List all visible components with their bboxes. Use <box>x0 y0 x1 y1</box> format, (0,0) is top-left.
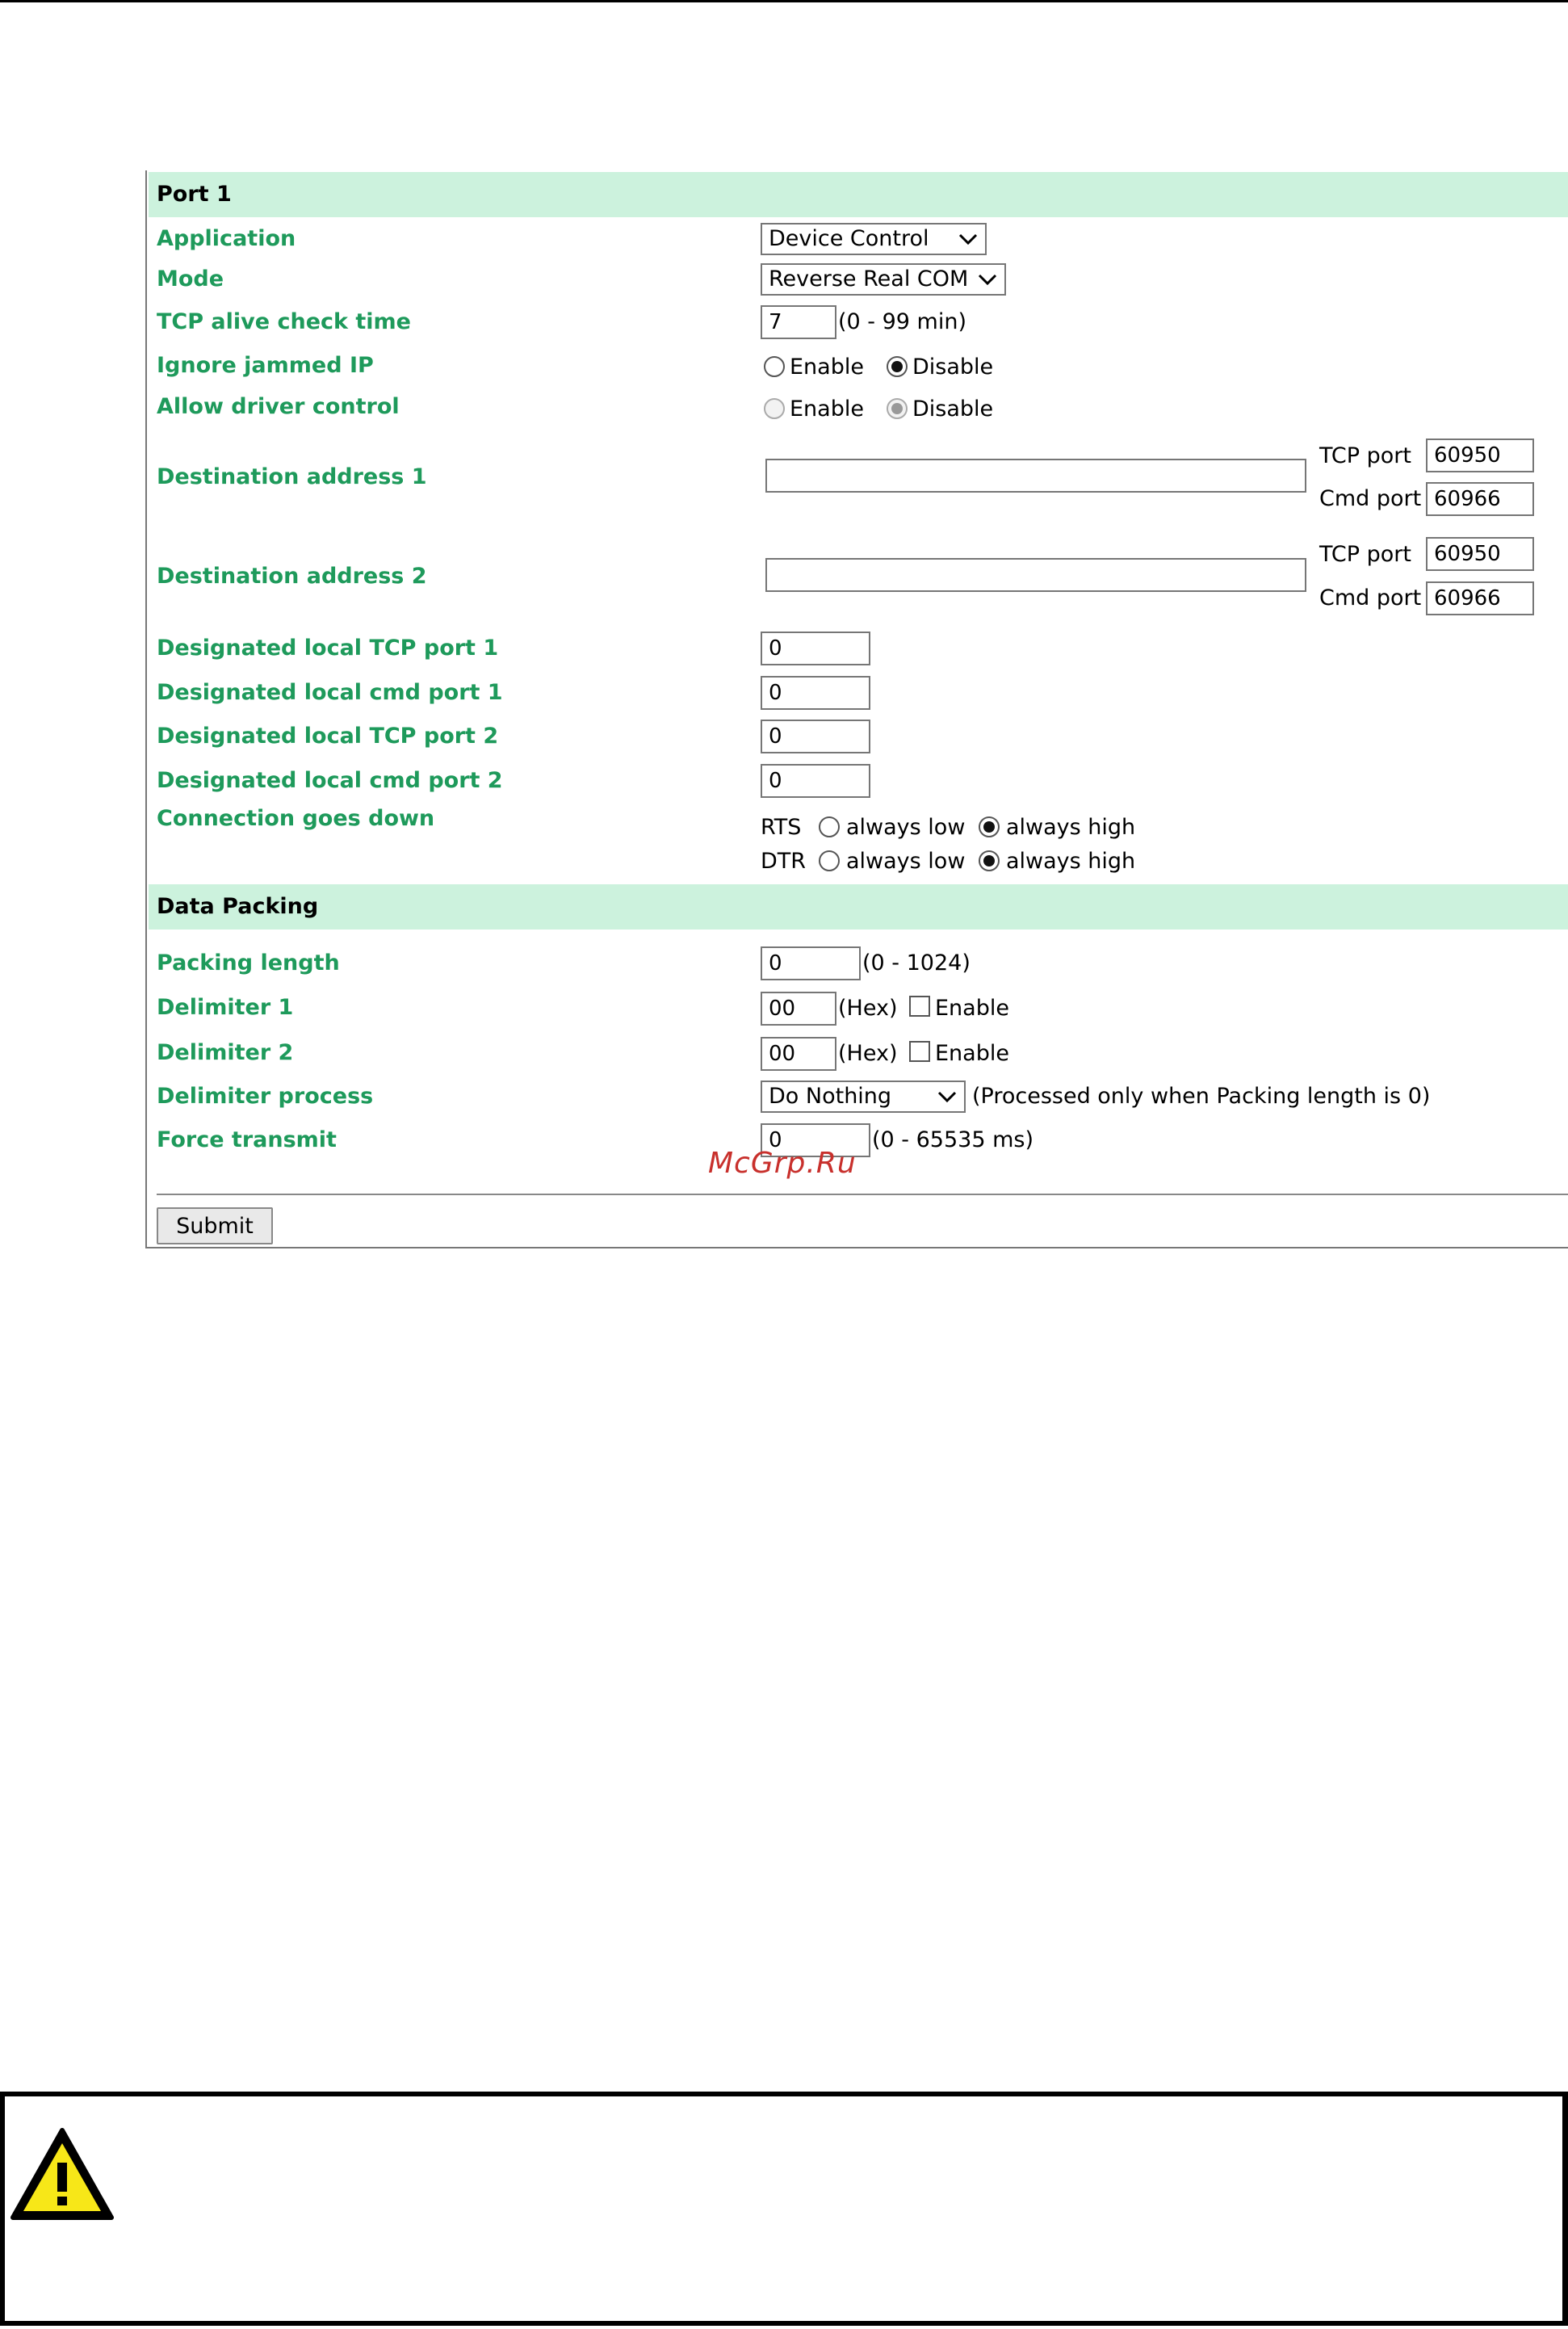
dest2-address-input[interactable] <box>765 558 1306 592</box>
ignore-jammed-enable-text: Enable <box>790 355 864 380</box>
delimiter2-enable-checkbox[interactable] <box>909 1041 930 1062</box>
delimiter1-enable-text: Enable <box>935 996 1009 1021</box>
application-label: Application <box>157 226 296 251</box>
allow-driver-enable-text: Enable <box>790 397 864 422</box>
dtr-always-low-radio[interactable] <box>819 850 840 871</box>
tcp-alive-input[interactable] <box>761 305 836 339</box>
rts-always-low-text: always low <box>846 815 966 840</box>
allow-driver-label: Allow driver control <box>157 394 400 419</box>
delimiter2-enable-text: Enable <box>935 1041 1009 1066</box>
section-header-data-packing: Data Packing <box>149 884 1568 930</box>
rts-always-high-text: always high <box>1006 815 1136 840</box>
warning-triangle-icon <box>8 2125 116 2222</box>
local-cmd2-input[interactable] <box>761 764 870 798</box>
dest1-cmd-port-label: Cmd port <box>1319 486 1422 511</box>
application-select-value: Device Control <box>769 226 929 251</box>
watermark-text: McGrp.Ru <box>708 1147 857 1180</box>
chevron-down-icon <box>937 1087 958 1106</box>
rts-always-high-radio[interactable] <box>979 816 1000 837</box>
submit-button[interactable]: Submit <box>157 1207 273 1244</box>
form-divider <box>157 1194 1568 1195</box>
ignore-jammed-disable-text: Disable <box>912 355 994 380</box>
mode-select-value: Reverse Real COM <box>769 266 969 292</box>
dtr-always-low-text: always low <box>846 849 966 874</box>
ignore-jammed-disable-radio[interactable] <box>887 356 908 377</box>
delimiter2-hex: (Hex) <box>838 1041 898 1066</box>
dest2-tcp-port-label: TCP port <box>1319 542 1411 567</box>
delimiter2-input[interactable] <box>761 1037 836 1071</box>
rts-always-low-radio[interactable] <box>819 816 840 837</box>
packing-length-input[interactable] <box>761 946 861 980</box>
conn-down-label: Connection goes down <box>157 806 435 831</box>
dest2-cmd-port-input[interactable] <box>1426 581 1534 615</box>
delimiter1-enable-checkbox[interactable] <box>909 996 930 1017</box>
allow-driver-disable-text: Disable <box>912 397 994 422</box>
section-header-port: Port 1 <box>149 172 1568 217</box>
local-cmd1-input[interactable] <box>761 676 870 710</box>
delimiter1-hex: (Hex) <box>838 996 898 1021</box>
dtr-always-high-text: always high <box>1006 849 1136 874</box>
rts-label: RTS <box>761 815 802 840</box>
dest2-label: Destination address 2 <box>157 564 427 589</box>
allow-driver-disable-radio[interactable] <box>887 398 908 419</box>
dest1-tcp-port-input[interactable] <box>1426 439 1534 472</box>
dest2-tcp-port-input[interactable] <box>1426 537 1534 571</box>
local-cmd1-label: Designated local cmd port 1 <box>157 680 503 705</box>
chevron-down-icon <box>958 229 979 249</box>
delimiter-process-label: Delimiter process <box>157 1084 374 1109</box>
ignore-jammed-enable-radio[interactable] <box>764 356 785 377</box>
packing-length-label: Packing length <box>157 950 340 976</box>
delimiter2-label: Delimiter 2 <box>157 1040 294 1065</box>
packing-length-hint: (0 - 1024) <box>862 950 971 976</box>
dest1-tcp-port-label: TCP port <box>1319 443 1411 468</box>
mode-label: Mode <box>157 266 224 292</box>
top-rule <box>0 0 1568 2</box>
warning-box <box>0 2092 1568 2326</box>
tcp-alive-hint: (0 - 99 min) <box>838 309 967 334</box>
dest1-cmd-port-input[interactable] <box>1426 482 1534 516</box>
port-settings-panel <box>145 170 1568 1248</box>
dtr-label: DTR <box>761 849 807 874</box>
force-transmit-label: Force transmit <box>157 1127 337 1152</box>
local-cmd2-label: Designated local cmd port 2 <box>157 768 503 793</box>
dest1-address-input[interactable] <box>765 459 1306 493</box>
dest2-cmd-port-label: Cmd port <box>1319 585 1422 611</box>
delimiter-process-hint: (Processed only when Packing length is 0) <box>972 1084 1431 1109</box>
delimiter-process-select[interactable] <box>761 1081 966 1113</box>
dtr-always-high-radio[interactable] <box>979 850 1000 871</box>
ignore-jammed-label: Ignore jammed IP <box>157 353 374 378</box>
force-transmit-hint: (0 - 65535 ms) <box>872 1127 1033 1152</box>
local-tcp2-label: Designated local TCP port 2 <box>157 724 499 749</box>
dest1-label: Destination address 1 <box>157 464 427 489</box>
mode-select[interactable] <box>761 263 1006 296</box>
local-tcp1-label: Designated local TCP port 1 <box>157 636 499 661</box>
allow-driver-enable-radio[interactable] <box>764 398 785 419</box>
local-tcp2-input[interactable] <box>761 720 870 753</box>
local-tcp1-input[interactable] <box>761 632 870 665</box>
delimiter1-input[interactable] <box>761 992 836 1026</box>
tcp-alive-label: TCP alive check time <box>157 309 411 334</box>
delimiter1-label: Delimiter 1 <box>157 995 294 1020</box>
delimiter-process-value: Do Nothing <box>769 1084 892 1109</box>
chevron-down-icon <box>977 270 998 289</box>
application-select[interactable] <box>761 223 987 255</box>
